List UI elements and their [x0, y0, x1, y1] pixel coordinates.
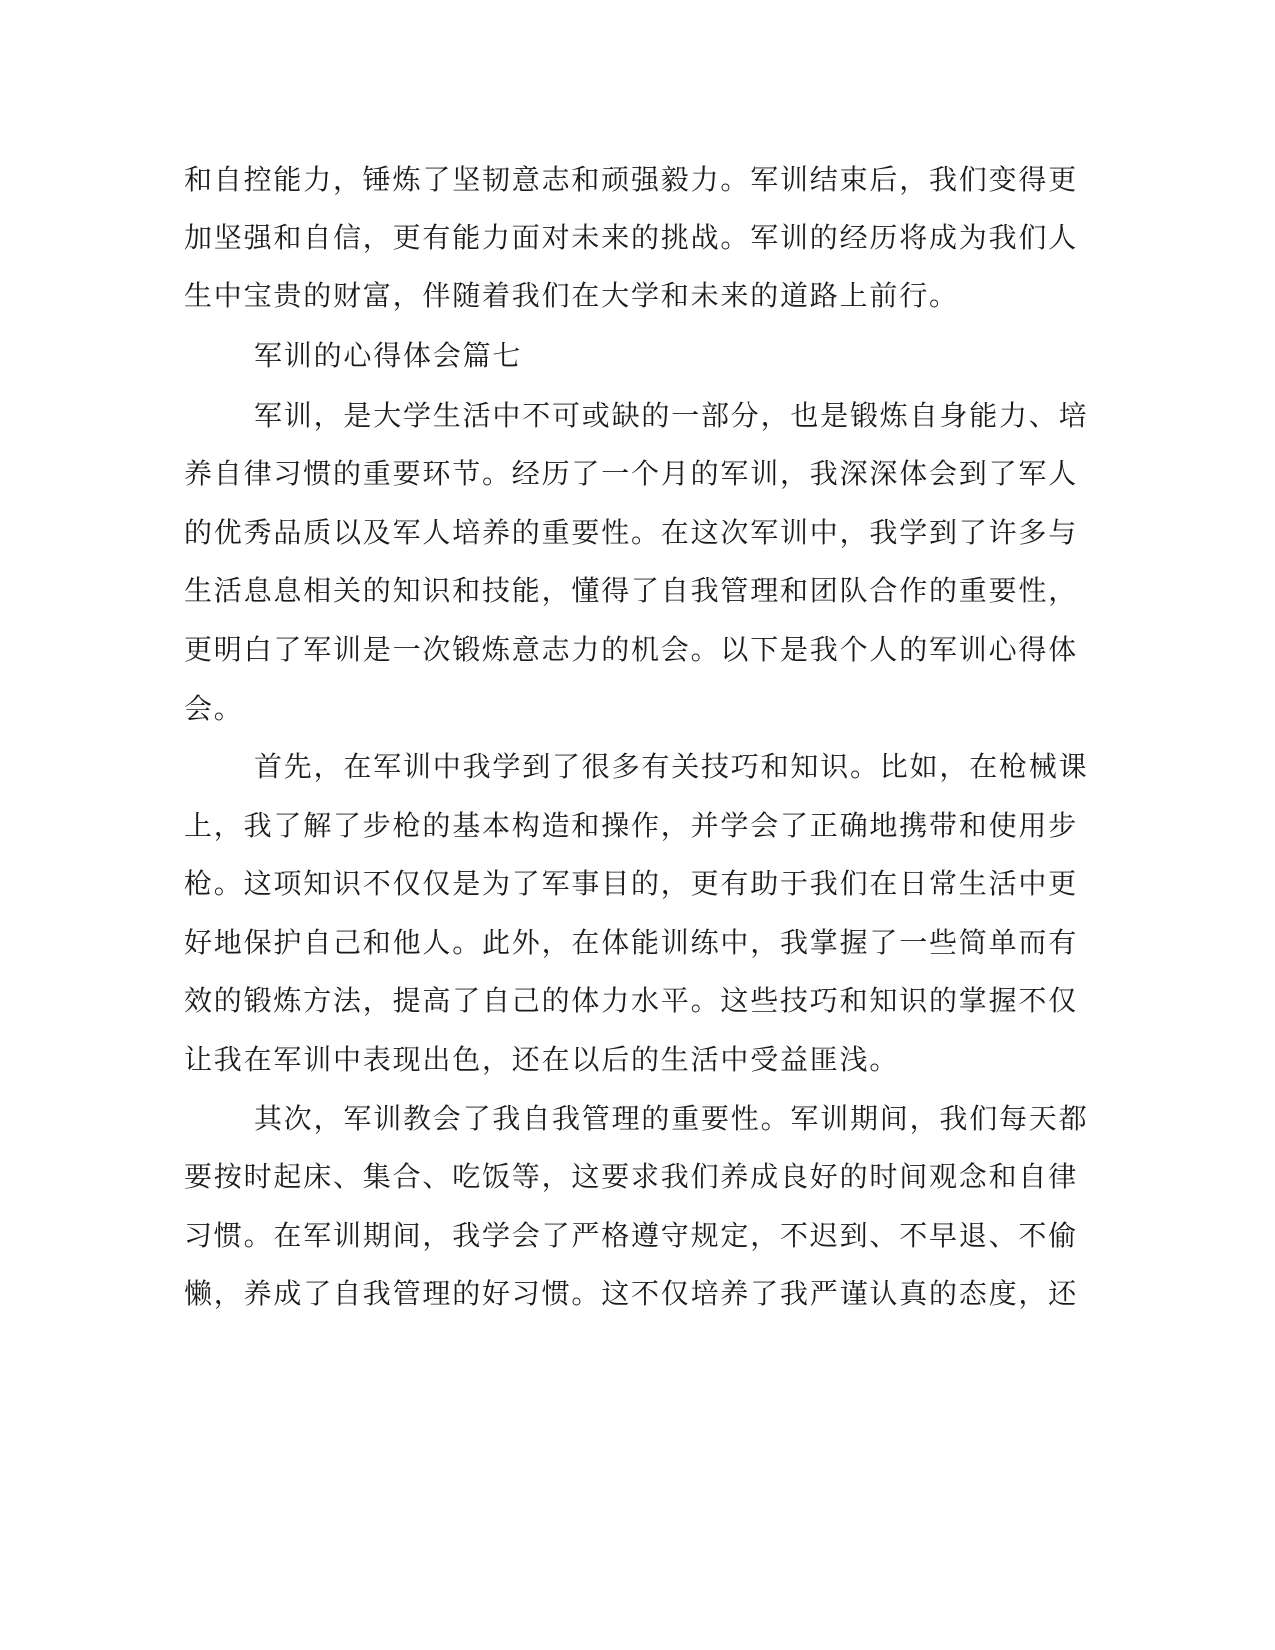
- section-heading: 军训的心得体会篇七: [254, 339, 523, 372]
- text-line: 好地保护自己和他人。此外，在体能训练中，我掌握了一些简单而有: [184, 926, 1079, 959]
- text-line: 生中宝贵的财富，伴随着我们在大学和未来的道路上前行。: [184, 279, 959, 312]
- text-line: 首先，在军训中我学到了很多有关技巧和知识。比如，在枪械课: [254, 750, 1089, 783]
- text-line: 枪。这项知识不仅仅是为了军事目的，更有助于我们在日常生活中更: [184, 867, 1079, 900]
- text-line: 更明白了军训是一次锻炼意志力的机会。以下是我个人的军训心得体: [184, 633, 1079, 666]
- text-line: 加坚强和自信，更有能力面对未来的挑战。军训的经历将成为我们人: [184, 221, 1079, 254]
- text-line: 会。: [184, 692, 244, 725]
- text-line: 生活息息相关的知识和技能，懂得了自我管理和团队合作的重要性，: [184, 574, 1079, 607]
- text-line: 上，我了解了步枪的基本构造和操作，并学会了正确地携带和使用步: [184, 809, 1079, 842]
- text-line: 军训，是大学生活中不可或缺的一部分，也是锻炼自身能力、培: [254, 399, 1089, 432]
- text-line: 让我在军训中表现出色，还在以后的生活中受益匪浅。: [184, 1043, 900, 1076]
- text-line: 和自控能力，锤炼了坚韧意志和顽强毅力。军训结束后，我们变得更: [184, 163, 1079, 196]
- text-line: 要按时起床、集合、吃饭等，这要求我们养成良好的时间观念和自律: [184, 1160, 1079, 1193]
- text-line: 习惯。在军训期间，我学会了严格遵守规定，不迟到、不早退、不偷: [184, 1219, 1079, 1252]
- text-line: 养自律习惯的重要环节。经历了一个月的军训，我深深体会到了军人: [184, 457, 1079, 490]
- text-line: 的优秀品质以及军人培养的重要性。在这次军训中，我学到了许多与: [184, 516, 1079, 549]
- text-line: 懒，养成了自我管理的好习惯。这不仅培养了我严谨认真的态度，还: [184, 1277, 1079, 1310]
- text-line: 效的锻炼方法，提高了自己的体力水平。这些技巧和知识的掌握不仅: [184, 984, 1079, 1017]
- text-line: 其次，军训教会了我自我管理的重要性。军训期间，我们每天都: [254, 1102, 1089, 1135]
